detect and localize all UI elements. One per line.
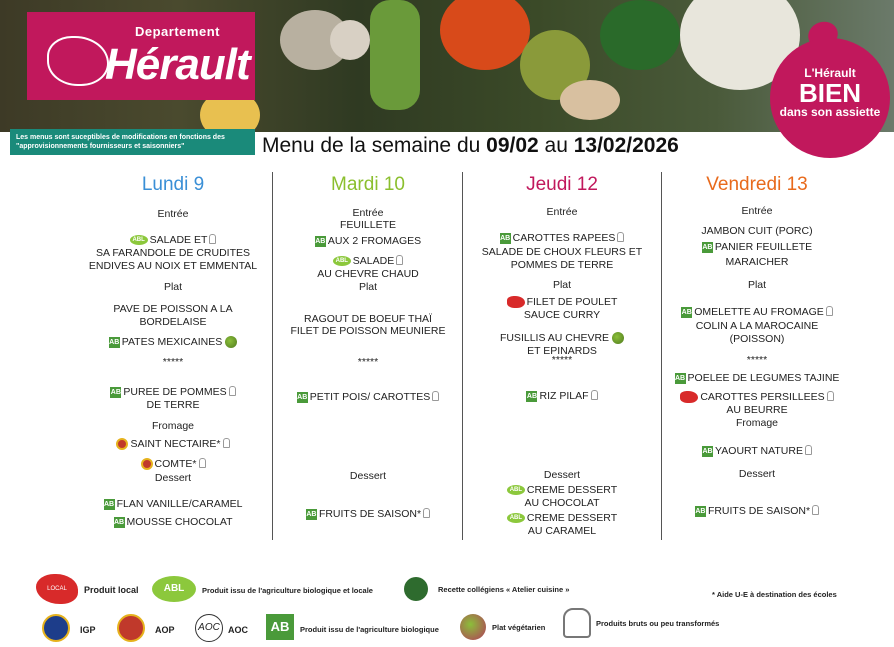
menu-item: AU BEURRE <box>726 404 788 416</box>
section-label-dessert: Dessert <box>543 469 581 481</box>
separator: ***** <box>162 356 184 368</box>
day-title: Jeudi 12 <box>526 174 598 195</box>
chef-hat-icon <box>617 232 624 242</box>
chef-hat-icon <box>827 391 834 401</box>
section-label-fromage: Fromage <box>151 420 194 432</box>
day-title: Vendredi 13 <box>706 174 808 195</box>
abl-icon: ABL <box>507 513 525 523</box>
chef-hat-icon <box>563 608 591 638</box>
chef-hat-icon <box>591 390 598 400</box>
legend-atelier: Recette collégiens « Atelier cuisine » <box>438 585 570 594</box>
menu-item: AB CAROTTES RAPEES <box>467 232 657 244</box>
menu-item: AB PANIER FEUILLETE <box>702 241 813 253</box>
ab-icon: AB <box>315 237 326 245</box>
section-label-entree: Entrée <box>352 207 384 219</box>
ab-icon: AB <box>266 614 294 640</box>
section-label-plat: Plat <box>552 279 572 291</box>
chef-hat-icon <box>229 386 236 396</box>
menu-item: BORDELAISE <box>139 316 207 328</box>
menu-item: FILET DE POISSON MEUNIERE <box>290 325 446 337</box>
ab-icon: AB <box>113 518 125 526</box>
menu-item: ET EPINARDS <box>527 345 597 357</box>
chef-hat-icon <box>396 255 403 265</box>
section-label-dessert: Dessert <box>349 470 387 482</box>
separator: ***** <box>357 356 379 368</box>
menu-item: AB FLAN VANILLE/CARAMEL <box>104 498 243 510</box>
vegetable-photo <box>330 20 370 60</box>
menu-item: ENDIVES AU NOIX ET EMMENTAL <box>88 260 258 272</box>
herault-logo <box>27 12 255 100</box>
section-label-entree: Entrée <box>546 206 578 218</box>
menu-item: (POISSON) <box>729 333 785 345</box>
menu-item: SALADE DE CHOUX FLEURS ET <box>481 246 643 258</box>
chef-hat-icon <box>826 306 833 316</box>
atelier-cuisine-icon <box>404 577 428 601</box>
legend-abl: Produit issu de l'agriculture biologique et locale <box>202 586 373 595</box>
separator: ***** <box>551 354 573 366</box>
badge-line3: dans son assiette <box>779 105 881 119</box>
menu-item: SAINT NECTAIRE* <box>78 438 268 450</box>
abl-icon: ABL <box>333 256 351 266</box>
logo-department: Departement <box>135 24 220 39</box>
ab-icon: AB <box>109 338 120 346</box>
title-prefix: Menu de la semaine du <box>262 134 487 157</box>
menu-item: SA FARANDOLE DE CRUDITES <box>95 247 251 259</box>
legend-bruts: Produits bruts ou peu transformés <box>596 619 720 628</box>
herault-map-icon <box>47 36 109 86</box>
chef-hat-icon <box>209 234 216 244</box>
menu-item: ABL CREME DESSERT <box>467 512 657 524</box>
section-label-entree: Entrée <box>741 205 773 217</box>
vegetable-photo <box>370 0 420 110</box>
ab-icon: AB <box>681 308 692 316</box>
section-label-plat: Plat <box>747 279 767 291</box>
menu-item: ABL SALADE ET <box>78 234 268 246</box>
abl-icon: ABL <box>507 485 525 495</box>
menu-item: AB POELEE DE LEGUMES TAJINE <box>674 372 840 384</box>
menu-item: AB PUREE DE POMMES <box>78 386 268 398</box>
menu-item: FUSILLIS AU CHEVRE <box>467 332 657 344</box>
legend-local: Produit local <box>84 585 139 595</box>
menu-item: AU CHOCOLAT <box>524 497 600 509</box>
vegetarian-icon <box>612 332 624 344</box>
vegetarian-icon <box>225 336 237 348</box>
day-title: Mardi 10 <box>331 174 405 195</box>
day-column-lundi <box>78 172 268 542</box>
day-column-jeudi <box>467 172 657 542</box>
badge-line2: BIEN <box>798 78 862 108</box>
ab-icon: AB <box>526 392 538 400</box>
menu-item: COLIN A LA MAROCAINE <box>695 320 819 332</box>
ab-icon: AB <box>297 393 308 401</box>
day-title: Lundi 9 <box>141 174 205 195</box>
local-produce-icon <box>507 296 525 308</box>
local-produce-icon: LOCAL <box>36 574 78 604</box>
section-label-fromage: Fromage <box>735 417 778 429</box>
legend-aoc: AOC <box>228 625 248 635</box>
section-label-dessert: Dessert <box>154 472 192 484</box>
day-column-mardi <box>273 172 463 542</box>
section-label-entree: Entrée <box>157 208 189 220</box>
menu-item: COMTE* <box>78 458 268 470</box>
menu-item: AB FRUITS DE SAISON* <box>273 508 463 520</box>
bien-dans-son-assiette-badge <box>770 38 890 158</box>
vegetable-photo <box>560 80 620 120</box>
local-produce-icon <box>680 391 698 403</box>
menu-item: AU CARAMEL <box>527 525 597 537</box>
menu-item: AU CHEVRE CHAUD <box>317 268 419 280</box>
menu-item: AB YAOURT NATURE <box>662 445 852 457</box>
chef-hat-icon <box>199 458 206 468</box>
vegetable-photo <box>600 0 680 70</box>
menu-item: SAUCE CURRY <box>523 309 601 321</box>
menu-item: ABL SALADE <box>273 255 463 267</box>
menu-item: JAMBON CUIT (PORC) <box>701 225 813 237</box>
menu-item: AB RIZ PILAF <box>467 390 657 402</box>
section-label-plat: Plat <box>358 281 378 293</box>
abl-icon: ABL <box>152 576 196 602</box>
section-label-plat: Plat <box>163 281 183 293</box>
menu-item: AB OMELETTE AU FROMAGE <box>662 306 852 318</box>
badge-line1: L'Hérault <box>804 66 856 80</box>
menu-item: AB PETIT POIS/ CAROTTES <box>273 391 463 403</box>
menu-item: FILET DE POULET <box>467 296 657 308</box>
legend-aop: AOP <box>155 625 175 635</box>
abl-icon: ABL <box>130 235 148 245</box>
menu-item: DE TERRE <box>146 399 200 411</box>
chef-hat-icon <box>812 505 819 515</box>
title-mid: au <box>538 134 574 157</box>
vegetable-photo <box>440 0 530 70</box>
date-to: 13/02/2026 <box>573 134 679 157</box>
ab-icon: AB <box>500 234 511 242</box>
ab-icon: AB <box>104 500 115 508</box>
menu-item: FEUILLETE <box>339 219 397 231</box>
menu-item: AB AUX 2 FROMAGES <box>315 235 422 247</box>
menu-item: MARAICHER <box>725 256 789 268</box>
disclaimer: Les menus sont suceptibles de modifications en fonctions des "approvisionnements fournisseurs et saisonniers" <box>10 129 255 155</box>
date-from: 09/02 <box>486 134 539 157</box>
aop-seal-icon <box>117 614 145 642</box>
ab-icon: AB <box>674 374 686 382</box>
menu-item: POMMES DE TERRE <box>510 259 614 271</box>
legend-vegetarien: Plat végétarien <box>492 623 546 632</box>
menu-item: ABL CREME DESSERT <box>467 484 657 496</box>
logo-name: Hérault <box>105 40 250 89</box>
legend-ab: Produit issu de l'agriculture biologique <box>300 625 439 634</box>
vegetarian-icon <box>460 614 486 640</box>
aoc-seal-icon: AOC <box>195 614 223 642</box>
menu-item: PAVE DE POISSON A LA <box>113 303 233 315</box>
separator: ***** <box>746 354 768 366</box>
chef-hat-icon <box>423 508 430 518</box>
page-title <box>262 134 679 158</box>
menu-item: RAGOUT DE BOEUF THAÏ <box>304 313 432 325</box>
ab-icon: AB <box>695 507 706 515</box>
legend-aide-ue: * Aide U-E à destination des écoles <box>712 590 837 599</box>
ab-icon: AB <box>306 510 317 518</box>
ab-icon: AB <box>110 388 121 396</box>
aop-seal-icon <box>116 438 128 450</box>
chef-hat-icon <box>223 438 230 448</box>
chef-hat-icon <box>805 445 812 455</box>
menu-item: CAROTTES PERSILLEES <box>662 391 852 403</box>
igp-seal-icon <box>42 614 70 642</box>
day-column-vendredi <box>662 172 852 542</box>
menu-item: AB MOUSSE CHOCOLAT <box>113 516 233 528</box>
section-label-dessert: Dessert <box>738 468 776 480</box>
legend-igp: IGP <box>80 625 96 635</box>
aop-seal-icon <box>141 458 153 470</box>
ab-icon: AB <box>702 447 713 455</box>
ab-icon: AB <box>702 243 713 251</box>
chef-hat-icon <box>432 391 439 401</box>
menu-item: AB FRUITS DE SAISON* <box>662 505 852 517</box>
menu-item: AB PATES MEXICAINES <box>78 336 268 348</box>
